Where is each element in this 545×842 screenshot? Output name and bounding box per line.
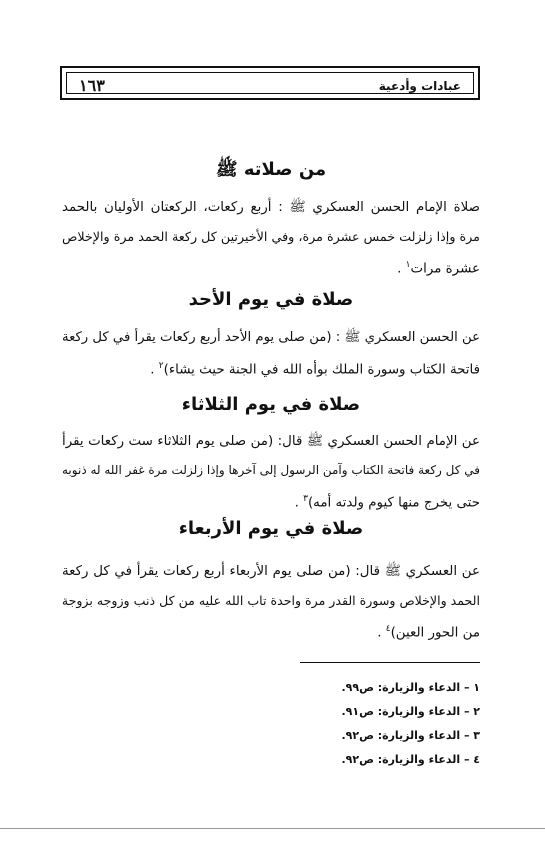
- paragraph-text: حتى يخرج منها كيوم ولدته أمه): [307, 495, 480, 511]
- paragraph-text: من الحور العين): [390, 625, 480, 641]
- footnote-marker: ١: [405, 260, 411, 270]
- paragraph-line-last: [62, 352, 480, 384]
- footnote-marker: ٣: [303, 494, 308, 504]
- paragraph-line-last: [62, 251, 480, 283]
- paragraph-line: عن الإمام الحسن العسكري ﷺ قال: (من صلى يوم الثلاثاء ست ركعات يقرأ: [62, 434, 480, 449]
- paragraph-text: فاتحة الكتاب وسورة الملك بوأه الله في الجنة حيث يشاء): [163, 362, 480, 378]
- section-heading: من صلاته ﷺ: [215, 159, 327, 180]
- section-paragraph: [62, 557, 480, 647]
- paragraph-line-last: [62, 485, 480, 517]
- footnote-marker: ٢: [158, 361, 164, 371]
- paragraph-line: صلاة الإمام الحسن العسكري ﷺ : أربع ركعات، الركعتان الأوليان بالحمد: [62, 200, 480, 215]
- sentence-end: .: [397, 261, 406, 277]
- page-bottom-edge: [0, 828, 545, 829]
- footnote-item: ٢ – الدعاء والزيارة: ص٩١.: [341, 705, 480, 718]
- paragraph-line: عن الحسن العسكري ﷺ : (من صلى يوم الأحد أربع ركعات يقرأ في كل ركعة: [62, 330, 480, 345]
- header-inner-frame: [66, 72, 474, 94]
- section-heading: صلاة في يوم الثلاثاء: [181, 394, 361, 415]
- section-paragraph: [62, 427, 480, 517]
- page-header: [60, 66, 480, 100]
- section-heading: صلاة في يوم الأربعاء: [178, 518, 364, 539]
- section-heading: صلاة في يوم الأحد: [188, 289, 354, 310]
- sentence-end: .: [294, 495, 304, 511]
- section-paragraph: [62, 323, 480, 384]
- paragraph-line: في كل ركعة فاتحة الكتاب وآمن الرسول إلى آخرها وإذا زلزلت مرة غفر الله له ذنوبه: [62, 463, 480, 477]
- footnote-item: ١ – الدعاء والزيارة: ص٩٩.: [341, 681, 480, 694]
- section-paragraph: [62, 193, 480, 283]
- paragraph-line: الحمد والإخلاص وسورة القدر مرة واحدة تاب الله عليه من كل ذنب وزوجه بزوجة: [61, 593, 480, 608]
- footnotes: [240, 676, 480, 772]
- sentence-end: .: [377, 625, 386, 641]
- page-number: ١٦٣: [79, 76, 105, 95]
- paragraph-line-last: [62, 615, 480, 647]
- footnote-item: ٣ – الدعاء والزيارة: ص٩٢.: [341, 729, 480, 742]
- footnote-marker: ٤: [385, 624, 391, 634]
- footnote-divider: [300, 662, 480, 663]
- paragraph-line: مرة وإذا زلزلت خمس عشرة مرة، وفي الأخيرتين كل ركعة الحمد مرة والإخلاص: [61, 229, 480, 244]
- paragraph-line: عن العسكري ﷺ قال: (من صلى يوم الأربعاء أربع ركعات يقرأ في كل ركعة: [62, 564, 480, 579]
- sentence-end: .: [150, 362, 159, 378]
- footnote-item: ٤ – الدعاء والزيارة: ص٩٢.: [341, 753, 480, 766]
- paragraph-text: عشرة مرات: [410, 261, 480, 277]
- running-title: عبادات وأدعية: [378, 79, 461, 93]
